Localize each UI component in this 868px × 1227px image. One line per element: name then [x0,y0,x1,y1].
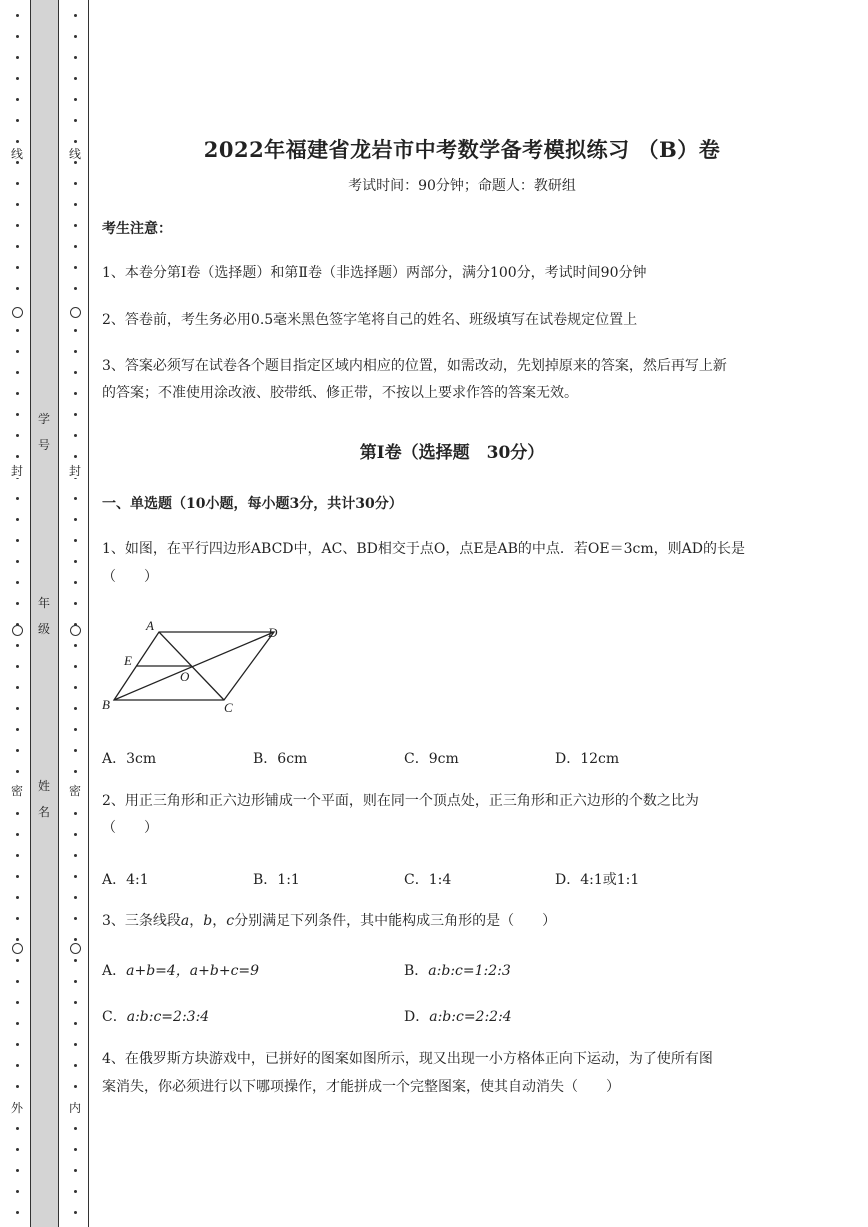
margin-dot [74,329,77,332]
margin-dot [16,560,19,563]
inner-dotted-line [70,0,80,1227]
margin-right-border [88,0,89,1227]
band-label-xingming-2: 名 [37,805,50,819]
q3-option-c-expr: a:b:c=2:3:4 [126,1009,210,1025]
q3-option-c[interactable] [102,1006,209,1026]
margin-dot [74,665,77,668]
q3-var-c: c [226,913,235,929]
margin-dot [74,497,77,500]
margin-dot [16,245,19,248]
margin-dot [74,245,77,248]
outer-dotted-line [12,0,22,1227]
margin-dot [74,77,77,80]
inner-label-feng: 封 [68,464,81,478]
margin-dot [16,1169,19,1172]
q3-sep-1: ， [189,913,204,929]
outer-circle-2 [12,625,23,636]
band-label-xingming-1: 姓 [37,779,50,793]
margin-dot [16,1211,19,1214]
margin-dot [74,14,77,17]
margin-dot [16,896,19,899]
margin-dot [16,770,19,773]
q1-option-d[interactable]: D．12cm [555,751,620,767]
student-info-band [30,0,58,1227]
margin-dot [16,434,19,437]
margin-dot [16,602,19,605]
margin-dot [16,644,19,647]
margin-dot [74,434,77,437]
margin-dot [16,665,19,668]
margin-dot [16,1127,19,1130]
margin-dot [74,1211,77,1214]
part-heading: 一、单选题（10小题，每小题3分，共计30分） [102,496,403,512]
margin-dot [74,854,77,857]
inner-label-mi: 密 [68,784,81,798]
margin-dot [16,938,19,941]
notice-item-3-line-1: 3、答案必须写在试卷各个题目指定区域内相应的位置，如需改动，先划掉原来的答案，然后再写上新 [102,358,727,374]
margin-dot [16,119,19,122]
margin-dot [74,581,77,584]
margin-dot [74,875,77,878]
margin-dot [74,98,77,101]
margin-dot [74,1001,77,1004]
band-label-nianji-1: 年 [37,596,50,610]
margin-dot [16,413,19,416]
band-label-xuehao-2: 号 [37,438,50,452]
margin-dot [16,1043,19,1046]
margin-dot [16,581,19,584]
notice-item-3-line-2: 的答案；不准使用涂改液、胶带纸、修正带，不按以上要求作答的答案无效。 [102,385,578,401]
label-d: D [268,625,278,640]
margin-dot [16,371,19,374]
margin-dot [16,1064,19,1067]
margin-dot [16,518,19,521]
margin-dot [16,203,19,206]
margin-dot [16,1085,19,1088]
margin-dot [16,182,19,185]
margin-dot [16,98,19,101]
q1-stem-line-2: （ ） [102,569,158,585]
margin-dot [74,1148,77,1151]
margin-dot [74,602,77,605]
q3-option-a[interactable] [102,960,259,980]
margin-dot [74,749,77,752]
band-label-xuehao-1: 学 [37,412,50,426]
margin-dot [74,203,77,206]
q1-option-b[interactable]: B．6cm [253,751,308,767]
band-left-border [30,0,31,1227]
inner-circle-3 [70,943,81,954]
margin-dot [74,518,77,521]
q3-sep-2: ， [212,913,227,929]
margin-dot [16,1022,19,1025]
margin-dot [74,1022,77,1025]
label-b: B [102,697,110,712]
binding-margin [0,0,92,1227]
margin-dot [16,497,19,500]
band-label-nianji-2: 级 [37,622,50,636]
q3-option-b-label: B． [404,963,429,979]
margin-dot [16,833,19,836]
margin-dot [16,1001,19,1004]
margin-dot [16,1148,19,1151]
q3-stem-suffix: 分别满足下列条件，其中能构成三角形的是（ ） [234,913,557,929]
margin-dot [74,455,77,458]
margin-dot [16,287,19,290]
margin-dot [16,266,19,269]
margin-dot [74,287,77,290]
margin-dot [16,917,19,920]
label-a: A [146,618,154,633]
margin-dot [16,56,19,59]
margin-dot [74,224,77,227]
section-title: 第Ⅰ卷（选择题 30分） [359,443,545,463]
margin-dot [74,644,77,647]
q1-stem-line-1: 1、如图，在平行四边形ABCD中，AC、BD相交于点O，点E是AB的中点．若OE＝3cm，则AD的长是 [102,541,745,557]
margin-dot [74,917,77,920]
margin-dot [16,812,19,815]
notice-item-1: 1、本卷分第Ⅰ卷（选择题）和第Ⅱ卷（非选择题）两部分，满分100分，考试时间90分钟 [102,265,647,281]
margin-dot [16,350,19,353]
margin-dot [74,980,77,983]
inner-circle-2 [70,625,81,636]
outer-circle-3 [12,943,23,954]
margin-dot [16,749,19,752]
margin-dot [16,77,19,80]
q2-option-d[interactable]: D．4:1或1:1 [555,872,640,888]
margin-dot [16,161,19,164]
q3-var-a: a [180,913,190,929]
margin-dot [74,1043,77,1046]
margin-dot [16,140,19,143]
label-c: C [224,700,233,715]
margin-dot [74,1190,77,1193]
q3-option-c-label: C． [102,1009,127,1025]
margin-dot [16,35,19,38]
q3-var-b: b [203,913,213,929]
margin-dot [74,728,77,731]
notice-heading: 考生注意： [102,221,172,237]
margin-dot [16,854,19,857]
q3-option-a-label: A． [102,963,127,979]
margin-dot [74,1127,77,1130]
margin-dot [16,224,19,227]
margin-dot [74,812,77,815]
margin-dot [74,350,77,353]
outer-label-xian: 线 [10,147,23,161]
margin-dot [74,1085,77,1088]
q2-stem-line-1: 2、用正三角形和正六边形铺成一个平面，则在同一个顶点处，正三角形和正六边形的个数之比为 [102,793,699,809]
margin-dot [16,728,19,731]
exam-title: 2022年福建省龙岩市中考数学备考模拟练习 （B）卷 [203,137,721,162]
margin-dot [16,329,19,332]
outer-label-wai: 外 [10,1101,23,1115]
margin-dot [74,560,77,563]
band-right-border [58,0,59,1227]
q1-option-c[interactable]: C．9cm [404,751,459,767]
q4-stem-line-2: 案消失，你必须进行以下哪项操作，才能拼成一个完整图案，使其自动消失（ ） [102,1079,620,1095]
margin-dot [16,959,19,962]
margin-dot [16,686,19,689]
inner-circle-1 [70,307,81,318]
margin-dot [74,686,77,689]
margin-dot [74,35,77,38]
q4-stem-line-1: 4、在俄罗斯方块游戏中，已拼好的图案如图所示，现又出现一小方格体正向下运动，为了使所有图 [102,1051,713,1067]
margin-dot [16,875,19,878]
margin-dot [74,707,77,710]
margin-dot [74,1064,77,1067]
margin-dot [74,182,77,185]
margin-dot [74,959,77,962]
margin-dot [74,413,77,416]
exam-subtitle: 考试时间：90分钟；命题人：教研组 [348,178,576,194]
margin-dot [74,896,77,899]
notice-item-2: 2、答卷前，考生务必用0.5毫米黑色签字笔将自己的姓名、班级填写在试卷规定位置上 [102,312,638,328]
margin-dot [74,770,77,773]
q2-option-a[interactable]: A．4:1 [102,872,149,888]
outer-label-feng: 封 [10,464,23,478]
q3-option-d[interactable] [404,1006,512,1026]
margin-dot [74,371,77,374]
margin-dot [74,56,77,59]
margin-dot [16,392,19,395]
q2-stem-line-2: （ ） [102,820,158,836]
outer-circle-1 [12,307,23,318]
margin-dot [74,539,77,542]
inner-label-nei: 内 [68,1101,81,1115]
q3-option-d-label: D． [404,1009,430,1025]
label-e: E [124,653,132,668]
outer-label-mi: 密 [10,784,23,798]
margin-dot [74,833,77,836]
margin-dot [74,392,77,395]
margin-dot [16,539,19,542]
margin-dot [16,707,19,710]
inner-label-xian: 线 [68,147,81,161]
margin-dot [74,140,77,143]
margin-dot [16,1190,19,1193]
margin-dot [74,119,77,122]
margin-dot [16,980,19,983]
margin-dot [74,938,77,941]
q3-option-b-expr: a:b:c=1:2:3 [428,963,511,979]
q3-stem-prefix: 3、三条线段 [102,913,181,929]
margin-dot [16,455,19,458]
q2-option-c[interactable]: C．1:4 [404,872,452,888]
q3-option-a-expr: a+b=4，a+b+c=9 [126,963,260,979]
q3-option-b[interactable] [404,960,511,980]
margin-dot [74,161,77,164]
margin-dot [74,1169,77,1172]
margin-dot [74,266,77,269]
label-o: O [180,669,190,684]
q2-option-b[interactable]: B．1:1 [253,872,300,888]
q3-option-d-expr: a:b:c=2:2:4 [429,1009,512,1025]
q1-option-a[interactable]: A．3cm [102,751,157,767]
q1-parallelogram-figure [102,615,292,720]
margin-dot [16,14,19,17]
q3-stem [102,908,556,935]
